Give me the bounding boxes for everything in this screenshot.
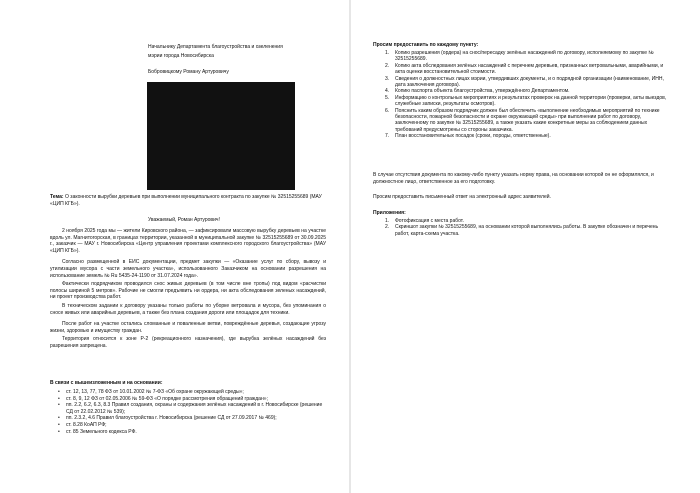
basis-heading: В связи с вышеизложенным и на основании: <box>50 380 163 386</box>
redacted-block <box>147 82 295 190</box>
item-number: 3. <box>385 75 390 82</box>
list-item: • ст. 8.28 КоАП РФ; <box>57 422 323 429</box>
body-paragraph: 2 ноября 2025 года мы — жители Кировского района, — зафиксировали массовую вырубку деревьев на участке вдоль ул. Магнитогорская, в границах территории, указанной в муниципальной закупке № 32515255689 от 30.09.2025 г., заказчик — МАУ г. Новосибирска «Центр управления проектами комплексного городского благоустройства» (МАУ «ЦИП КГБ»). <box>50 228 326 254</box>
body-paragraph: Фактически подрядчиком проводился снос живых деревьев (в том числе вне тропы) под видом «расчистки полосы шириной 5 метров». Рабочие не смогли предъявить ни ордера, ни акта обследования зеленых насаждений, ни проект производства работ. <box>50 281 326 301</box>
basis-list <box>57 389 323 435</box>
item-text: Пояснить каким образом подрядчик должен был обеспечить «выполнение необходимых мероприятий по технике безопасности, пожарной безопасности и охране окружающей среды» при выполнении работ по договору, заключенному по закупке № 32515255689, а также указать какие конкретные меры за соблюдением данных требований предусмотрены со стороны заказчика. <box>395 107 660 133</box>
item-text: Фотофиксация с места работ. <box>395 218 464 224</box>
request-list <box>381 50 673 140</box>
note-paragraph: Просим предоставить письменный ответ на электронный адрес заявителей. <box>373 194 551 200</box>
item-number: 7. <box>385 133 390 140</box>
request-heading: Просим предоставить по каждому пункту: <box>373 42 479 48</box>
item-number: 2. <box>385 224 390 231</box>
subject-text: О законности вырубки деревьев при выполнении муниципального контракта по закупке № 32515255689 (МАУ «ЦИП КГБ»). <box>50 194 322 207</box>
item-number: 1. <box>385 218 390 224</box>
list-item <box>381 63 673 76</box>
item-text: Копию разрешения (ордера) на снос/пересадку зелёных насаждений по договору, исполняемому по закупке № 32515255689. <box>395 50 654 63</box>
body-paragraph: Территория относится к зоне Р-2 (рекреационного назначения), где вырубка зелёных насаждений без разрешения запрещена. <box>50 336 326 349</box>
list-item <box>381 108 673 134</box>
item-number: 1. <box>385 50 390 56</box>
list-item: • пп. 2.2, 6.2, 6.3, 8.3 Правил создания, охраны и содержания зелёных насаждений в г. Новосибирске (решение СД от 22.02.2012 № 539); <box>57 402 323 415</box>
document-page-left <box>0 0 349 493</box>
item-number: 5. <box>385 94 390 101</box>
item-text: Информацию о контрольных мероприятиях и результатах проверок на данной территории (проверки, акты выездов, служебные записки, результаты осмотров). <box>395 94 667 108</box>
item-text: Копию паспорта объекта благоустройства, утверждённого Департаментом. <box>395 88 570 95</box>
list-item <box>381 76 673 89</box>
body-paragraph: В техническом задании к договору указаны только работы по уборке ветровала и мусора, без упоминания о сносе живых или аварийных деревьев, а также без плана создания дороги или площадок для техники. <box>50 302 326 316</box>
subject-line <box>50 194 325 207</box>
list-item: • ст. 12, 13, 77, 78 ФЗ от 10.01.2002 № 7-ФЗ «Об охране окружающей среды»; <box>57 389 323 396</box>
subject-label: Тема: <box>50 194 64 200</box>
item-text: Копию акта обследования зелёных насаждений с перечнем деревьев, признанных ветровальными, аварийными, и акта оценки восстановительной стоимости. <box>395 62 664 76</box>
greeting: Уважаемый, Роман Артурович! <box>148 217 220 223</box>
attachments-list <box>381 218 673 237</box>
list-item: • ст. 8, 9, 12 ФЗ от 02.05.2006 № 59-ФЗ «О порядке рассмотрения обращений граждан»; <box>57 396 323 403</box>
recipient-name: Бобровицкому Роману Артуровичу <box>148 69 229 75</box>
addressee-block <box>148 44 338 59</box>
list-item: • ст. 85 Земельного кодекса РФ. <box>57 429 323 436</box>
body-paragraph: После работ на участке остались сломанные и поваленные ветви, повреждённые деревья, создающие угрозу жизни, здоровью и имуществу граждан. <box>50 321 326 334</box>
attachments-heading: Приложения: <box>373 210 406 216</box>
item-number: 2. <box>385 62 390 69</box>
addressee-line: Начальнику Департамента благоустройства и озеленения <box>148 44 283 50</box>
item-text: Скриншот закупки № 32515255689, на основании которой выполнялись работы. В закупке обозначен и перечень работ, карта-схема участка. <box>395 224 659 237</box>
letter-body <box>50 228 326 350</box>
body-paragraph: Согласно размещенной в ЕИС документации, предмет закупки — «Оказание услуг по сбору, вывозу и утилизации мусора с части земельного участка», использованного Заказчиком на основании разрешения на использование земель № Ru 5435-24-1190 от 31.07.2024 года». <box>50 259 326 279</box>
item-text: План восстановительных посадок (сроки, породы, ответственные). <box>395 133 551 140</box>
item-text: Сведения о должностных лицах мэрии, утвердивших документы, и о подрядной организации (наименование, ИНН, дата заключения договора). <box>395 75 664 89</box>
list-item <box>381 133 673 139</box>
list-item <box>381 224 673 237</box>
addressee-line: мэрии города Новосибирска <box>148 52 214 59</box>
item-number: 4. <box>385 88 390 95</box>
list-item <box>381 50 673 63</box>
list-item: • пп. 2.3.2, 4.6 Правил благоустройства г. Новосибирска (решение СД от 27.09.2017 № 469); <box>57 415 323 422</box>
list-item <box>381 95 673 108</box>
document-page-right <box>351 0 700 493</box>
note-paragraph: В случае отсутствия документа по какому-либо пункту указать норму права, на основании которой он не оформлялся, и должностное лицо, ответственное за его подготовку. <box>373 172 654 185</box>
item-number: 6. <box>385 107 390 114</box>
